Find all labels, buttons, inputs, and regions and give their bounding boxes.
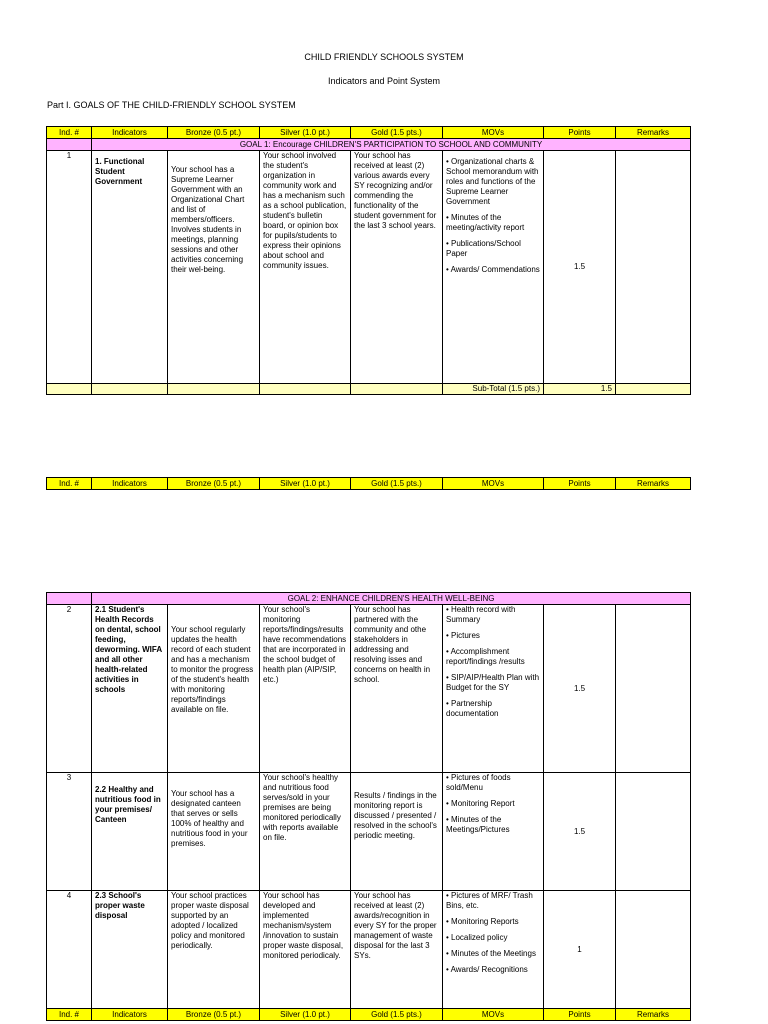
col-bronze: Bronze (0.5 pt.): [168, 478, 260, 490]
table-row: [47, 151, 691, 384]
gold-criteria: Results / findings in the monitoring report is discussed / presented / resolved in the school's periodic meeting.: [351, 773, 443, 891]
table-row: [47, 605, 691, 773]
col-points: Points: [544, 1009, 616, 1021]
bronze-criteria: Your school practices proper waste disposal supported by an adopted / localized policy and monitored periodically.: [168, 891, 260, 1009]
indicator-name: 2.1 Student's Health Records on dental, school feeding, deworming. WIFA and all other health-related activities in schools: [92, 605, 168, 773]
goal1-title: GOAL 1: Encourage CHILDREN'S PARTICIPATION TO SCHOOL AND COMMUNITY: [92, 139, 691, 151]
mov-item: • SIP/AIP/Health Plan with Budget for the SY: [446, 673, 540, 692]
mov-item: • Publications/School Paper: [446, 239, 521, 258]
col-bronze: Bronze (0.5 pt.): [168, 1009, 260, 1021]
col-gold: Gold (1.5 pts.): [351, 1009, 443, 1021]
goal1-table: [46, 126, 691, 395]
movs-list: [443, 605, 544, 773]
col-points: Points: [544, 478, 616, 490]
col-silver: Silver (1.0 pt.): [260, 1009, 351, 1021]
table-row: [47, 891, 691, 1009]
ind-num: 1: [47, 151, 92, 384]
col-remarks: Remarks: [616, 127, 691, 139]
document-subtitle: Indicators and Point System: [327, 76, 441, 86]
col-indicators: Indicators: [92, 1009, 168, 1021]
points-value: 1.5: [544, 605, 616, 773]
indicator-name: 1. Functional Student Government: [92, 151, 168, 384]
mov-item: • Monitoring Reports: [446, 917, 519, 926]
col-bronze: Bronze (0.5 pt.): [168, 127, 260, 139]
mov-item: • Awards/ Commendations: [446, 265, 540, 274]
bronze-criteria: Your school regularly updates the health record of each student and has a mechanism to monitor the progress of the student's health with monitoring reports/findings available on file.: [168, 605, 260, 773]
mov-item: • Partnership documentation: [446, 699, 499, 718]
col-ind-num: Ind. #: [47, 127, 92, 139]
movs-list: [443, 773, 544, 891]
silver-criteria: Your school's monitoring reports/findings/results have recommendations that are incorporated in the school budget of health plan (AIP/SIP, etc.): [260, 605, 351, 773]
col-movs: MOVs: [443, 127, 544, 139]
points-value: 1.5: [544, 151, 616, 384]
col-indicators: Indicators: [92, 478, 168, 490]
gold-criteria: Your school has received at least (2) awards/recognition in every SY for the proper management of waste disposal for the last 3 SYs.: [351, 891, 443, 1009]
col-gold: Gold (1.5 pts.): [351, 127, 443, 139]
ind-num: 3: [47, 773, 92, 891]
goal1-title-row: [47, 139, 691, 151]
mov-item: • Minutes of the meeting/activity report: [446, 213, 525, 232]
gold-criteria: Your school has partnered with the community and othe stakeholders in addressing and resolving isses and concerns on health in school.: [351, 605, 443, 773]
mov-item: • Pictures of foods sold/Menu: [446, 773, 511, 792]
silver-criteria: Your school's healthy and nutritious food serves/sold in your premises are being monitored periodically with reports available on file.: [260, 773, 351, 891]
mov-item: • Organizational charts & School memorandum with roles and functions of the Supreme Learner Government: [446, 157, 539, 206]
header-row: [47, 478, 691, 490]
mov-item: • Minutes of the Meetings/Pictures: [446, 815, 510, 834]
subtotal-row: [47, 384, 691, 395]
remarks-cell: [616, 773, 691, 891]
col-silver: Silver (1.0 pt.): [260, 127, 351, 139]
goal2-title-row: [47, 593, 691, 605]
header-table: [46, 477, 691, 490]
movs-list: [443, 151, 544, 384]
col-ind-num: Ind. #: [47, 1009, 92, 1021]
mov-item: • Health record with Summary: [446, 605, 516, 624]
table-row: [47, 773, 691, 891]
header-row: [47, 1009, 691, 1021]
remarks-cell: [616, 891, 691, 1009]
movs-list: [443, 891, 544, 1009]
col-points: Points: [544, 127, 616, 139]
mov-item: • Accomplishment report/findings /results: [446, 647, 525, 666]
part-heading: Part I. GOALS OF THE CHILD-FRIENDLY SCHOOL SYSTEM: [47, 100, 296, 110]
bronze-criteria: Your school has a Supreme Learner Government with an Organizational Chart and list of members/officers. Involves students in meetings, planning sessions and other activities concerning their wel-being.: [168, 151, 260, 384]
ind-num: 2: [47, 605, 92, 773]
col-movs: MOVs: [443, 1009, 544, 1021]
indicator-name: 2.3 School's proper waste disposal: [92, 891, 168, 1009]
bronze-criteria: Your school has a designated canteen that serves or sells 100% of healthy and nutritious food in your premises.: [168, 773, 260, 891]
mov-item: • Pictures of MRF/ Trash Bins, etc.: [446, 891, 533, 910]
subtotal-label: Sub-Total (1.5 pts.): [443, 384, 544, 395]
header-row: [47, 127, 691, 139]
mov-item: • Pictures: [446, 631, 480, 640]
indicator-name: 2.2 Healthy and nutritious food in your premises/ Canteen: [92, 773, 168, 891]
subtotal-value: 1.5: [544, 384, 616, 395]
col-remarks: Remarks: [616, 478, 691, 490]
ind-num: 4: [47, 891, 92, 1009]
document-title: CHILD FRIENDLY SCHOOLS SYSTEM: [304, 52, 464, 62]
silver-criteria: Your school has developed and implemented mechanism/system /innovation to sustain proper waste disposal, monitored periodicaly.: [260, 891, 351, 1009]
points-value: 1.5: [544, 773, 616, 891]
silver-criteria: Your school involved the student's organization in community work and has a mechanism such as a school publication, student's bulletin board, or opinion box for pupils/students to express their opinions about school and community issues.: [260, 151, 351, 384]
col-indicators: Indicators: [92, 127, 168, 139]
mov-item: • Localized policy: [446, 933, 508, 942]
points-value: 1: [544, 891, 616, 1009]
col-movs: MOVs: [443, 478, 544, 490]
col-ind-num: Ind. #: [47, 478, 92, 490]
gold-criteria: Your school has received at least (2) various awards every SY recognizing and/or commending the functionality of the student government for the last 3 school years.: [351, 151, 443, 384]
goal2-table: [46, 592, 691, 1021]
col-gold: Gold (1.5 pts.): [351, 478, 443, 490]
mov-item: • Awards/ Recognitions: [446, 965, 528, 974]
goal2-title: GOAL 2: ENHANCE CHILDREN'S HEALTH WELL-BEING: [92, 593, 691, 605]
mov-item: • Monitoring Report: [446, 799, 515, 808]
mov-item: • Minutes of the Meetings: [446, 949, 536, 958]
col-silver: Silver (1.0 pt.): [260, 478, 351, 490]
remarks-cell: [616, 605, 691, 773]
col-remarks: Remarks: [616, 1009, 691, 1021]
remarks-cell: [616, 151, 691, 384]
